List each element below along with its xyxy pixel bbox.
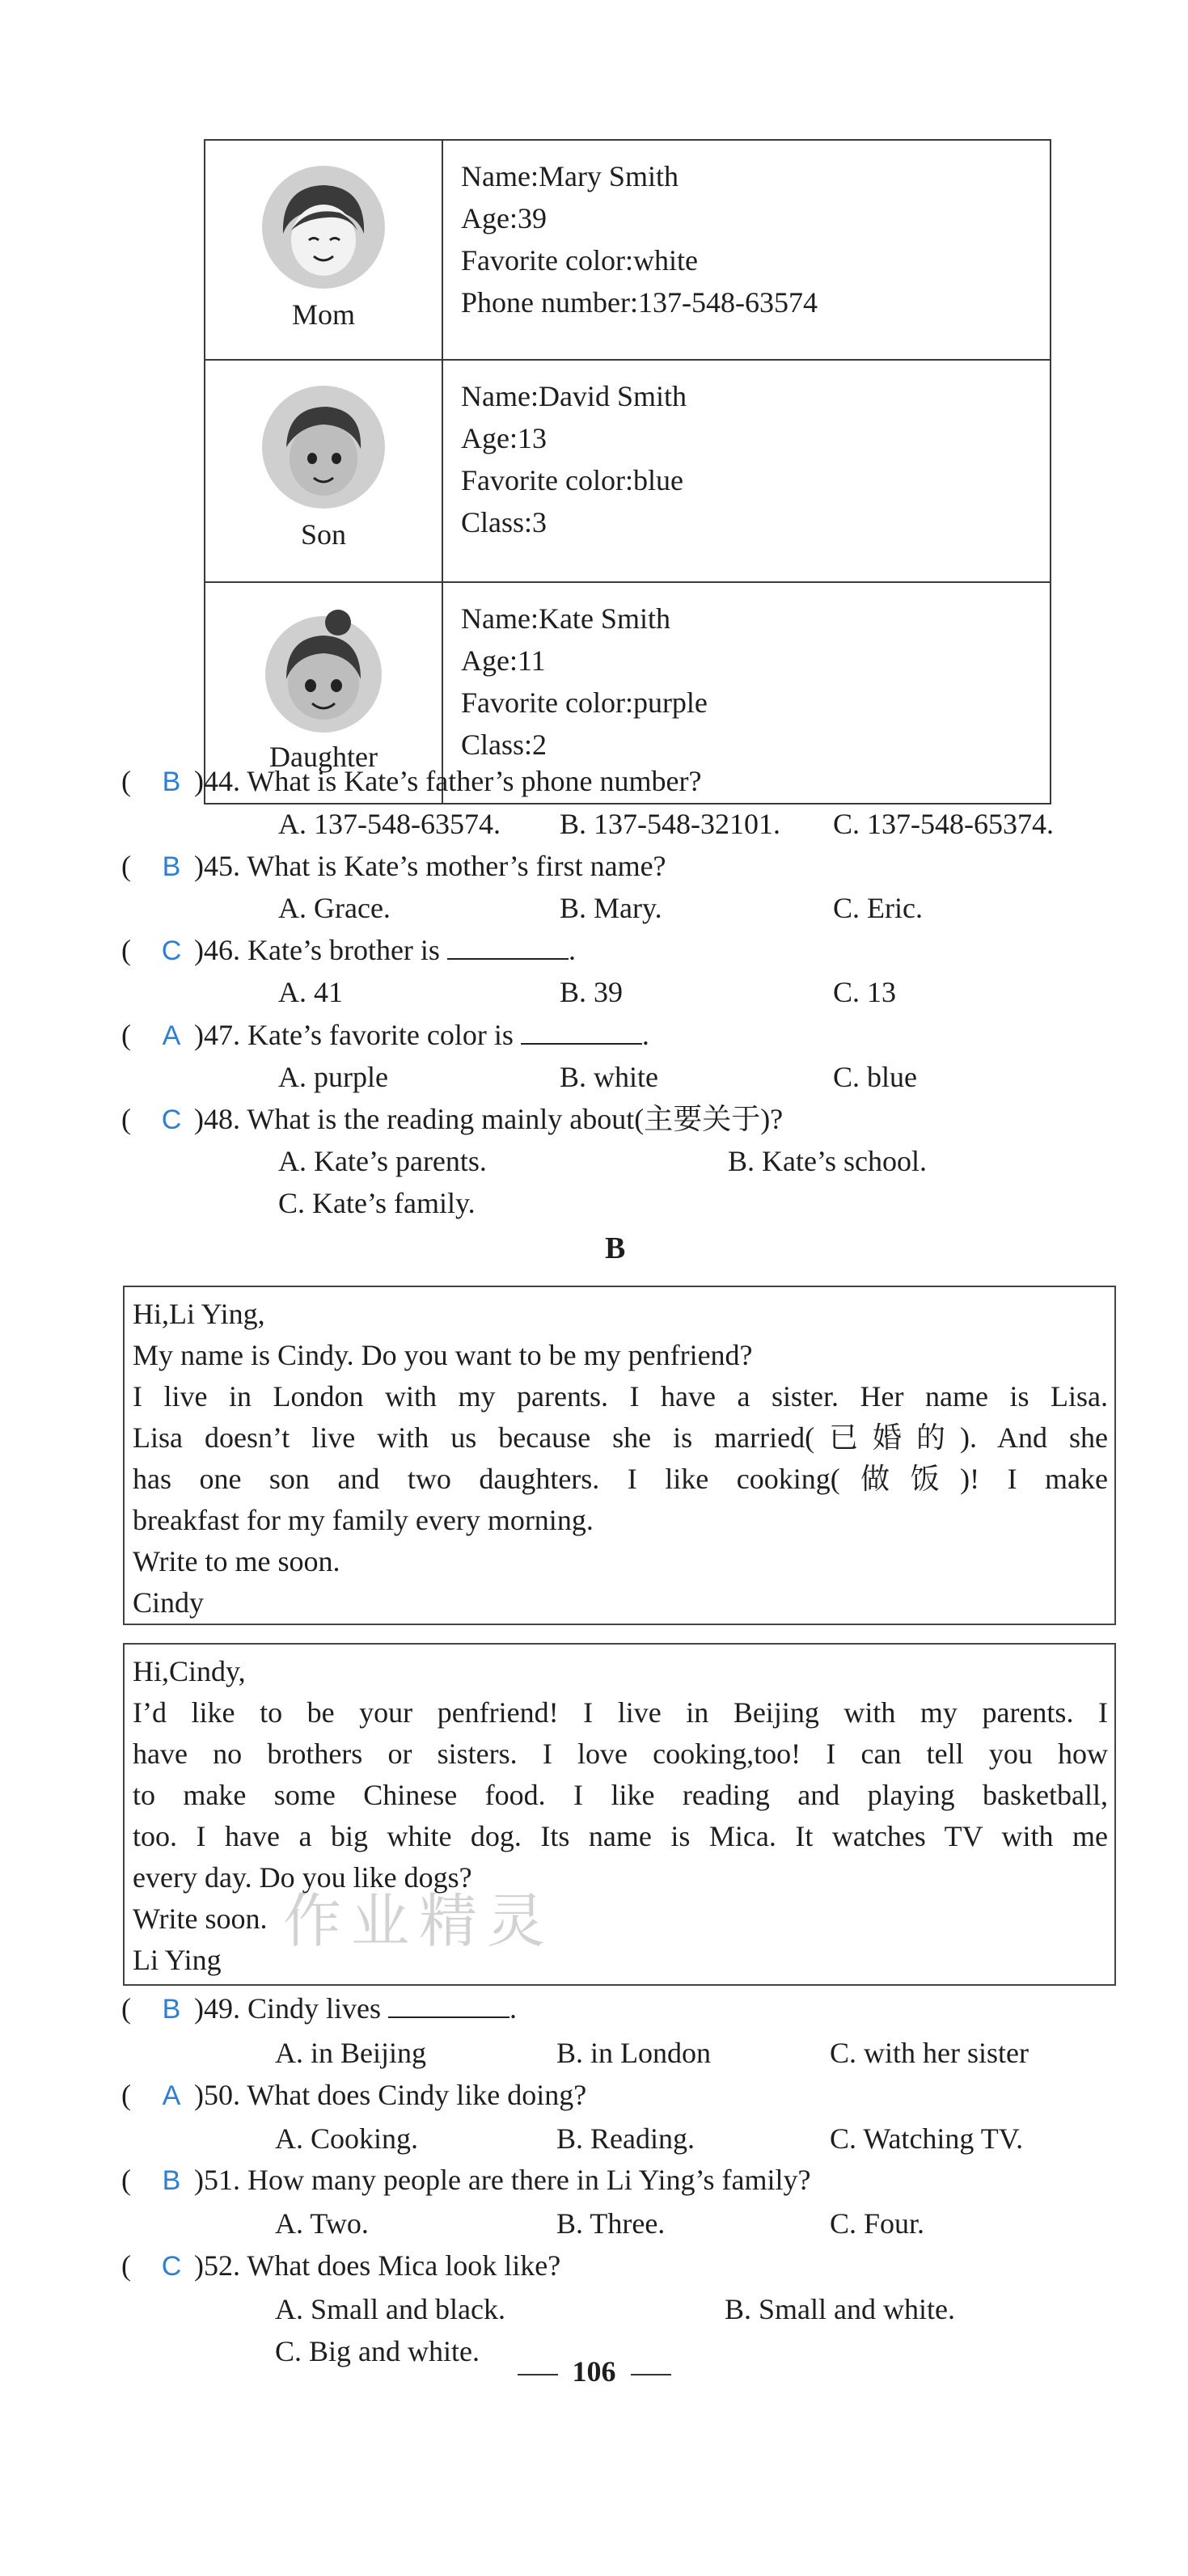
option-a: A. Grace. xyxy=(278,892,391,924)
letter-line: My name is Cindy. Do you want to be my penfriend? xyxy=(133,1339,753,1371)
question-47: ( A )47. Kate’s favorite color is . xyxy=(121,1017,649,1054)
option-b: B. in London xyxy=(556,2037,712,2069)
answer-mark: B xyxy=(162,1994,181,2025)
answer-mark: C xyxy=(161,1104,182,1135)
option-a: A. Small and black. xyxy=(275,2293,505,2325)
answer-blank xyxy=(388,1992,509,2018)
answer-blank xyxy=(447,934,569,960)
option-a: A. in Beijing xyxy=(275,2037,426,2069)
letter-line: Hi,Li Ying, xyxy=(133,1298,265,1330)
profile-name: Name:Mary Smith xyxy=(461,160,679,192)
profile-age: Age:11 xyxy=(461,644,546,677)
option-c: C. with her sister xyxy=(830,2037,1029,2069)
option-c: C. Four. xyxy=(830,2207,925,2240)
option-b: B. Mary. xyxy=(560,892,662,924)
letter-line: breakfast for my family every morning. xyxy=(133,1504,594,1536)
option-c: C. Big and white. xyxy=(275,2335,480,2367)
answer-mark: A xyxy=(162,2080,181,2111)
profile-picture-cell xyxy=(205,140,442,360)
profile-row-son xyxy=(205,360,1051,582)
option-b: B. Small and white. xyxy=(725,2293,955,2325)
letter-line: to make some Chinese food. I like reading and playing basketball, xyxy=(133,1779,1108,1811)
profile-info-cell xyxy=(442,140,1051,360)
option-b: B. 137-548-32101. xyxy=(560,808,780,840)
profile-role-label: Daughter xyxy=(269,741,378,773)
option-c: C. Kate’s family. xyxy=(278,1187,476,1219)
letter-line: Write to me soon. xyxy=(133,1545,340,1577)
footer-dash xyxy=(518,2374,558,2375)
option-c: C. 137-548-65374. xyxy=(833,808,1054,840)
profile-name: Name:Kate Smith xyxy=(461,602,670,635)
letter-line: I live in London with my parents. I have a sister. Her name is Lisa. xyxy=(133,1380,1108,1413)
option-a: A. 137-548-63574. xyxy=(278,808,501,840)
answer-mark: C xyxy=(161,935,182,966)
letter-line: Cindy xyxy=(133,1586,205,1619)
profile-picture-cell xyxy=(205,360,442,582)
option-c: C. 13 xyxy=(833,976,897,1008)
profile-age: Age:13 xyxy=(461,422,547,454)
option-c: C. Watching TV. xyxy=(830,2122,1024,2155)
daughter-avatar-icon xyxy=(259,605,388,734)
letter-line: every day. Do you like dogs? xyxy=(133,1861,472,1894)
page-number-footer xyxy=(0,2354,1188,2388)
letter-from-cindy xyxy=(123,1286,1116,1625)
profile-info-cell xyxy=(442,360,1051,582)
option-a: A. Cooking. xyxy=(275,2122,419,2155)
option-c: C. blue xyxy=(833,1061,917,1093)
option-c: C. Eric. xyxy=(833,892,923,924)
mom-avatar-icon xyxy=(259,163,388,292)
answer-mark: A xyxy=(162,1020,181,1051)
answer-mark: B xyxy=(162,2165,181,2196)
letter-line: I’d like to be your penfriend! I live in Beijing with my parents. I xyxy=(133,1696,1108,1729)
option-a: A. Two. xyxy=(275,2207,369,2240)
option-b: B. white xyxy=(560,1061,658,1093)
profile-row-mom xyxy=(205,140,1051,360)
question-51: ( B )51. How many people are there in Li Ying’s family? xyxy=(121,2162,810,2198)
option-b: B. Reading. xyxy=(556,2122,695,2155)
family-profile-table xyxy=(204,139,1051,804)
answer-mark: B xyxy=(162,851,181,882)
letter-line: Li Ying xyxy=(133,1944,222,1976)
question-49: ( B )49. Cindy lives . xyxy=(121,1991,517,2027)
question-44: ( B )44. What is Kate’s father’s phone number? xyxy=(121,763,702,800)
question-50: ( A )50. What does Cindy like doing? xyxy=(121,2077,586,2114)
letter-line: Lisa doesn’t live with us because she is married(已婚的). And she xyxy=(133,1421,1108,1454)
footer-dash xyxy=(631,2374,671,2375)
watermark: 作业精灵 xyxy=(283,1887,556,1955)
profile-age: Age:39 xyxy=(461,202,547,234)
option-b: B. Kate’s school. xyxy=(728,1145,927,1177)
question-46: ( C )46. Kate’s brother is . xyxy=(121,932,576,969)
question-45: ( B )45. What is Kate’s mother’s first name? xyxy=(121,848,666,885)
option-b: B. 39 xyxy=(560,976,624,1008)
option-b: B. Three. xyxy=(556,2207,666,2240)
son-avatar-icon xyxy=(259,382,388,512)
letter-line: has one son and two daughters. I like cooking(做饭)! I make xyxy=(133,1463,1108,1495)
answer-blank xyxy=(521,1019,642,1045)
letter-line: Hi,Cindy, xyxy=(133,1655,246,1687)
option-a: A. 41 xyxy=(278,976,343,1008)
profile-favorite-color: Favorite color:blue xyxy=(461,464,683,496)
section-heading: B xyxy=(605,1231,626,1265)
profile-favorite-color: Favorite color:purple xyxy=(461,686,708,719)
letter-line: Write soon. xyxy=(133,1902,268,1935)
profile-class: Class:3 xyxy=(461,506,547,538)
letter-line: have no brothers or sisters. I love cooking,too! I can tell you how xyxy=(133,1738,1108,1770)
profile-phone-number: Phone number:137-548-63574 xyxy=(461,286,818,319)
page-number: 106 xyxy=(572,2355,616,2388)
letter-line: too. I have a big white dog. Its name is Mica. It watches TV with me xyxy=(133,1820,1108,1852)
answer-mark: C xyxy=(161,2251,182,2282)
profile-name: Name:David Smith xyxy=(461,380,687,412)
profile-role-label: Son xyxy=(300,518,347,551)
profile-favorite-color: Favorite color:white xyxy=(461,244,698,277)
profile-class: Class:2 xyxy=(461,728,547,761)
profile-role-label: Mom xyxy=(291,298,355,331)
letter-from-li-ying xyxy=(123,1643,1116,1986)
answer-mark: B xyxy=(162,766,181,797)
question-52: ( C )52. What does Mica look like? xyxy=(121,2248,560,2284)
question-48: ( C )48. What is the reading mainly about(主要关于)? xyxy=(121,1101,783,1138)
option-a: A. purple xyxy=(278,1061,388,1093)
option-a: A. Kate’s parents. xyxy=(278,1145,487,1177)
